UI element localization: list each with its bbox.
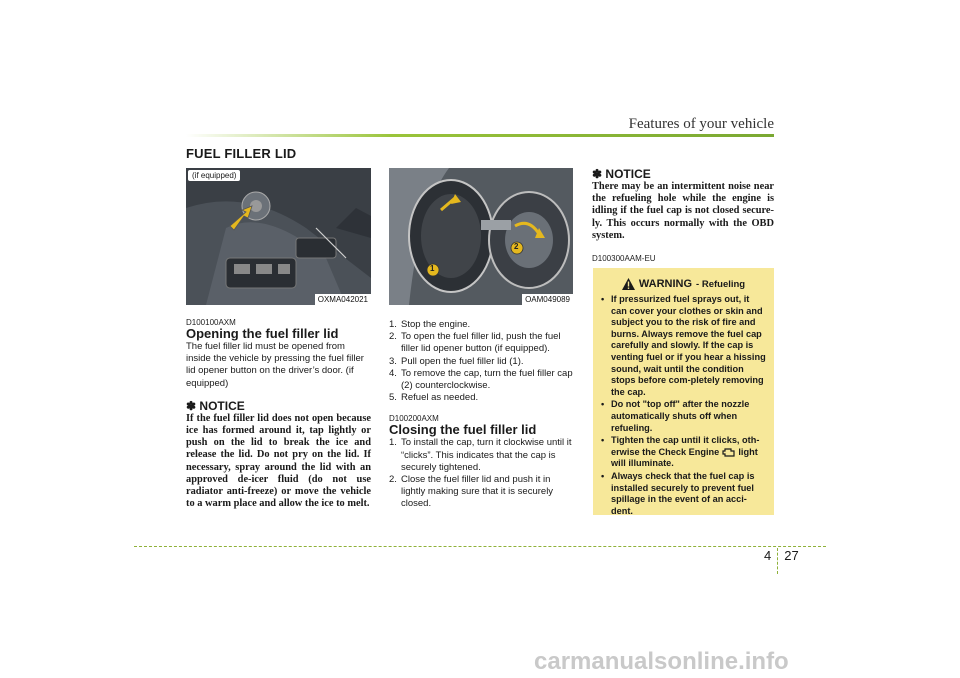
column-2 xyxy=(389,319,573,511)
section-code: D100100AXM xyxy=(186,318,236,327)
list-item: • If pressurized fuel sprays out, it can cover your clothes or skin and subject you to the risk of fire and burns. Always remove the fuel cap carefully and slowly. If the cap is venting fuel or if you hear a hissing sound, wait until the condition stops before com-pletely removing the cap. xyxy=(601,294,766,397)
list-item: • Always check that the fuel cap is installed securely to prevent fuel spillage in the event of an acci-dent. xyxy=(601,470,755,516)
marker-2: 2 xyxy=(514,242,519,251)
warning-title: WARNING xyxy=(638,278,693,290)
notice-body: There may be an intermittent noise near the refueling hole while the engine is idling if the fuel cap is not closed secure-ly. This occurs normally with the OBD system. xyxy=(592,181,774,241)
list-item: 3. Pull open the fuel filler lid (1). xyxy=(389,355,524,367)
page-index: 27 xyxy=(784,548,799,563)
section-title: FUEL FILLER LID xyxy=(186,146,297,161)
list-item: 2. Close the fuel filler lid and push it in lightly making sure that it is securely closed. xyxy=(389,474,554,510)
warning-triangle-icon xyxy=(622,278,635,290)
closing-heading: Closing the fuel filler lid xyxy=(389,422,537,438)
notice-symbol: ✽ xyxy=(592,167,603,181)
section-code: D100300AAM-EU xyxy=(592,254,656,264)
marker-1: 1 xyxy=(430,264,435,273)
page-number-separator xyxy=(777,548,778,574)
closing-steps xyxy=(389,437,573,510)
opening-heading: Opening the fuel filler lid xyxy=(186,326,339,341)
check-engine-icon xyxy=(722,448,736,457)
page-number xyxy=(764,548,799,574)
notice-label: NOTICE xyxy=(199,398,245,413)
notice-title xyxy=(592,167,774,181)
opening-steps xyxy=(389,319,573,404)
notice-title xyxy=(186,399,371,413)
header-rule xyxy=(186,134,774,137)
chapter-number: 4 xyxy=(764,548,772,563)
image-code: OXMA042021 xyxy=(315,294,371,305)
door-panel-illustration xyxy=(186,168,371,305)
list-item: • Tighten the cap until it clicks, oth-erwise the Check Engine light will illuminate. xyxy=(601,435,760,469)
if-equipped-tag: (if equipped) xyxy=(188,170,240,181)
image-code: OAM049089 xyxy=(522,294,573,305)
footer-rule xyxy=(134,546,826,547)
notice-label: NOTICE xyxy=(605,167,651,181)
column-3 xyxy=(592,167,774,263)
notice-symbol: ✽ xyxy=(186,398,197,413)
list-item: 1. To install the cap, turn it clockwise until it “clicks”. This indicates that the cap is securely tightened. xyxy=(389,437,572,473)
section-code: D100200AXM xyxy=(389,414,439,424)
list-item: 1. Stop the engine. xyxy=(389,319,471,330)
list-item: • Do not "top off" after the nozzle automatically shuts off when refueling. xyxy=(601,399,750,433)
opening-body: The fuel filler lid must be opened from inside the vehicle by pressing the fuel filler lid opener button on the driver’s door. (if equipped) xyxy=(186,341,364,389)
fuel-filler-illustration xyxy=(389,168,573,305)
warning-box xyxy=(593,268,774,515)
door-opener-photo xyxy=(186,168,371,305)
fuel-cap-photo xyxy=(389,168,573,305)
watermark: carmanualsonline.info xyxy=(534,648,789,675)
warning-header xyxy=(601,278,766,290)
list-item: 4. To remove the cap, turn the fuel filler cap (2) counterclockwise. xyxy=(389,367,573,392)
list-item: 5. Refuel as needed. xyxy=(389,392,479,404)
warning-subtitle: - Refueling xyxy=(696,278,746,290)
running-header: Features of your vehicle xyxy=(628,116,774,132)
column-1 xyxy=(186,318,371,510)
notice-body: If the fuel filler lid does not open because ice has formed around it, tap lightly or push on the lid to break the ice and release the lid. Do not pry on the lid. If necessary, spray around the lid with an approved de-icer fluid (do not use radiator anti-freeze) or move the vehicle to a warm place and allow the ice to melt. xyxy=(186,412,371,510)
warning-list xyxy=(601,294,766,517)
list-item: 2. To open the fuel filler lid, push the fuel filler lid opener button (if equipped). xyxy=(389,331,561,355)
